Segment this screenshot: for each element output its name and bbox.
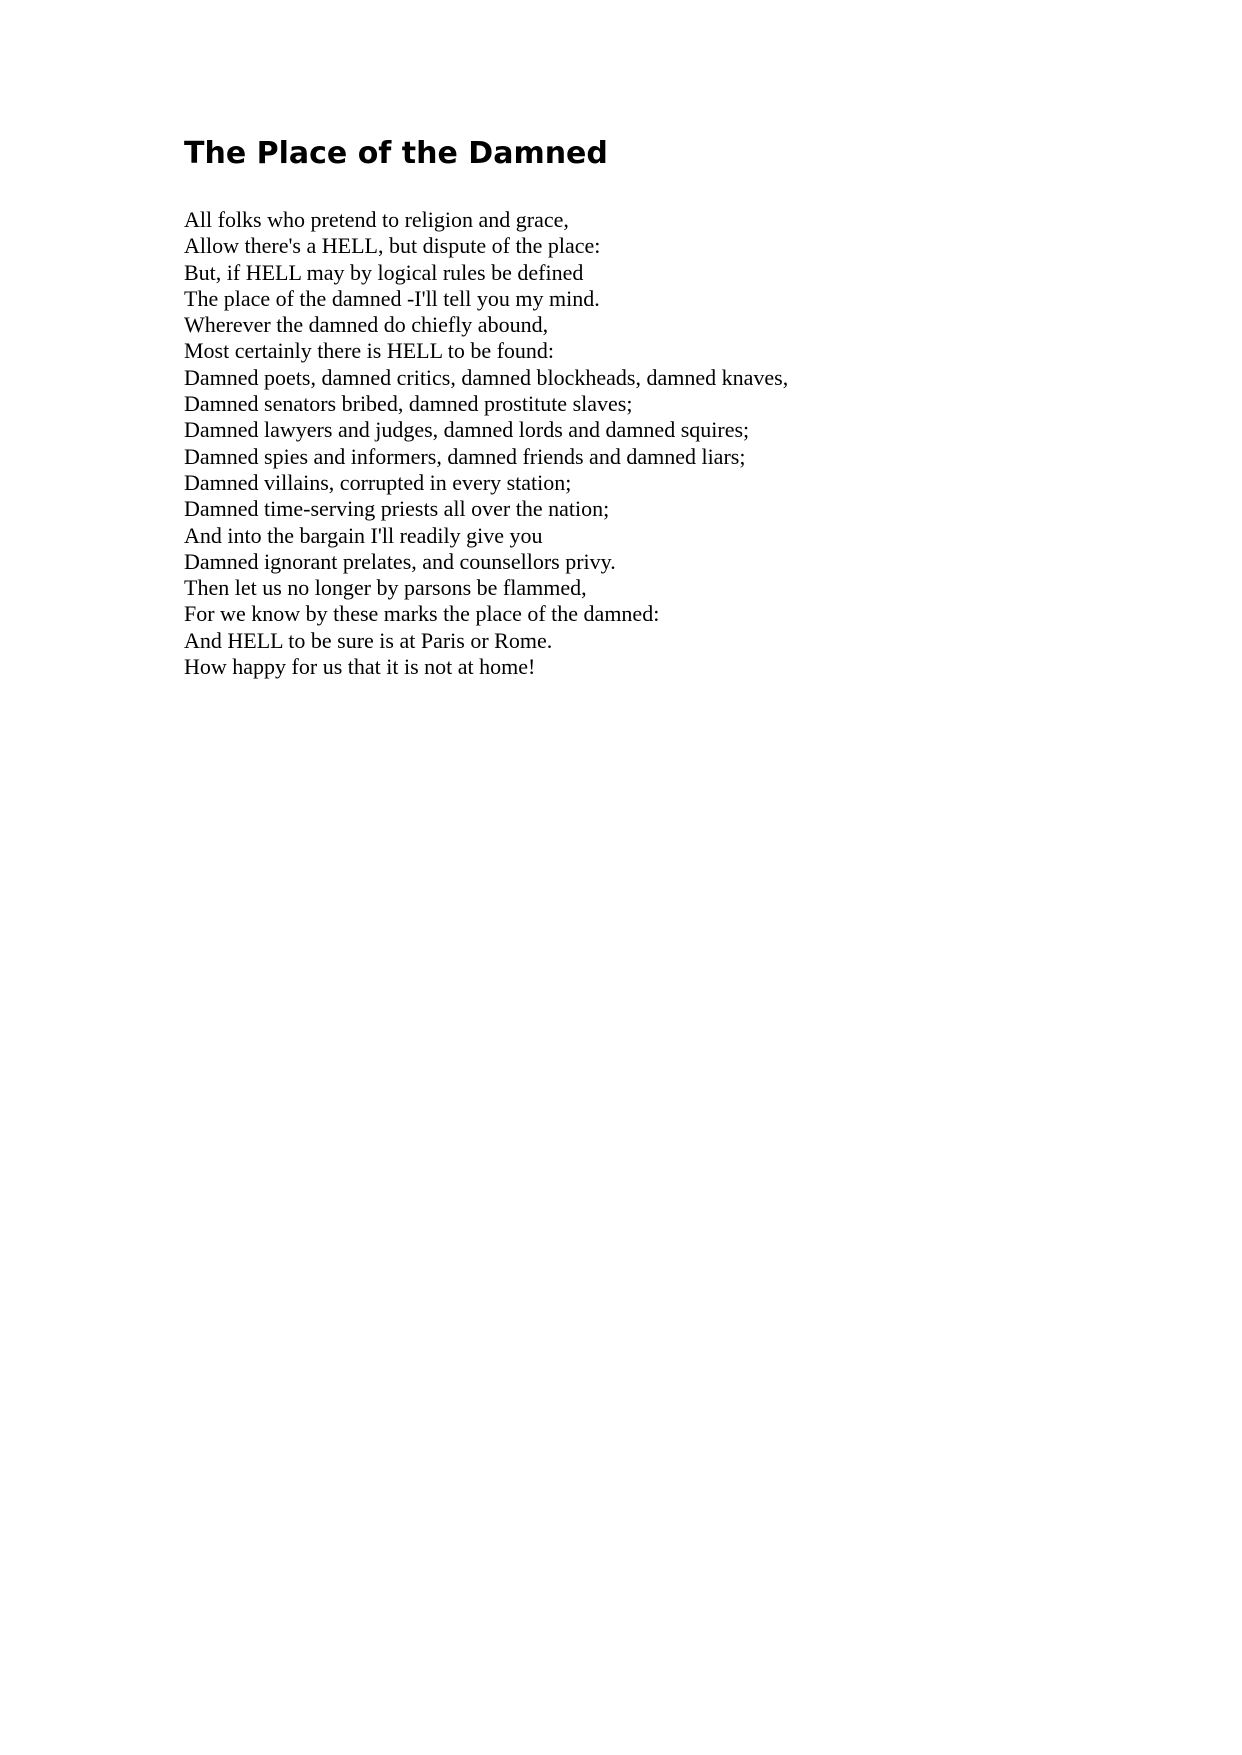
poem-body [184, 207, 788, 680]
poem-line: But, if HELL may by logical rules be defined [184, 259, 584, 285]
poem-line: Damned spies and informers, damned friends and damned liars; [184, 443, 746, 469]
poem-title: The Place of the Damned [184, 136, 608, 171]
poem-line: Allow there's a HELL, but dispute of the place: [184, 233, 601, 259]
poem-line: Damned ignorant prelates, and counsellors privy. [184, 548, 616, 574]
poem-line: How happy for us that it is not at home! [184, 654, 536, 680]
poem-line: Wherever the damned do chiefly abound, [184, 312, 549, 338]
poem-line: Damned villains, corrupted in every station; [184, 469, 572, 495]
poem-line: Damned senators bribed, damned prostitute slaves; [184, 391, 633, 417]
poem-line: And HELL to be sure is at Paris or Rome. [184, 627, 553, 653]
poem-line: Damned poets, damned critics, damned blockheads, damned knaves, [184, 364, 789, 390]
poem-line: The place of the damned -I'll tell you my mind. [184, 285, 600, 311]
poem-line: Damned lawyers and judges, damned lords and damned squires; [184, 417, 750, 443]
poem-line: Then let us no longer by parsons be flammed, [184, 575, 587, 601]
poem-line: Most certainly there is HELL to be found: [184, 338, 555, 364]
poem-line: And into the bargain I'll readily give you [184, 522, 543, 548]
poem-line: Damned time-serving priests all over the nation; [184, 496, 610, 522]
poem-line: All folks who pretend to religion and grace, [184, 207, 569, 232]
poem-line: For we know by these marks the place of the damned: [184, 601, 660, 627]
